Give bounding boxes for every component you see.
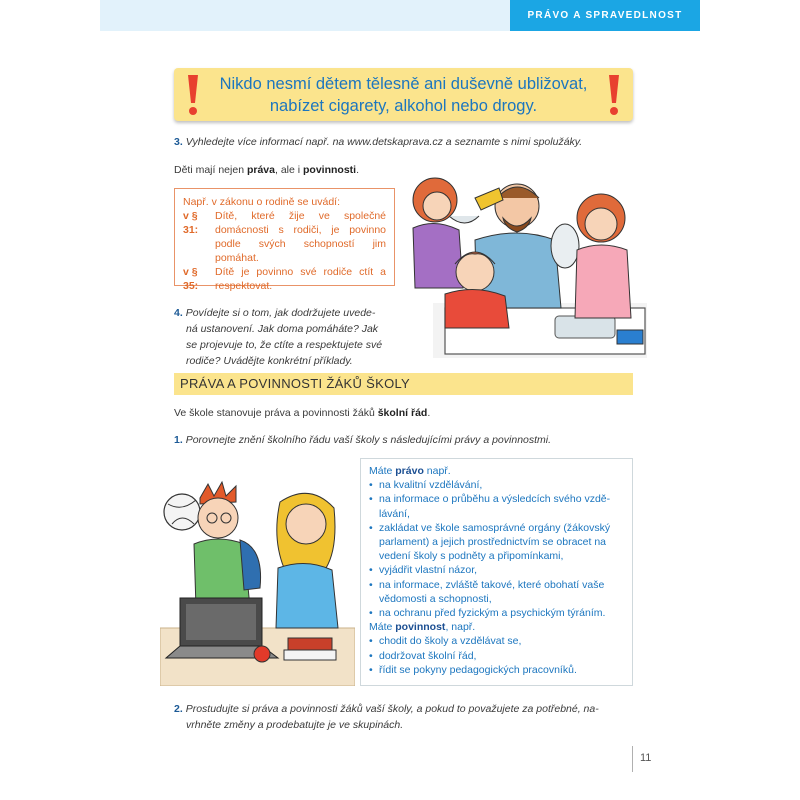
intro-part: . [427, 407, 431, 419]
list-item: • vyjádřit vlastní názor, [369, 563, 624, 577]
task-number: 1. [174, 434, 183, 446]
list-item: • na kvalitní vzdělávání, [369, 478, 624, 492]
task-line: rodiče? Uvádějte konkrétní příklady. [186, 355, 353, 367]
intro-part: . [356, 164, 360, 176]
law-section: v § 31: [183, 210, 199, 236]
heading-part: , např. [445, 621, 476, 634]
rights-duties-box [360, 458, 633, 686]
keyword-right: právo [395, 465, 424, 477]
school-intro [174, 405, 634, 421]
task-text: a seznamte s nimi spolužáky. [442, 136, 583, 148]
exclamation-icon [605, 73, 623, 117]
list-line: vedení školy s podněty a připomínkami, [379, 550, 564, 563]
task-1 [174, 432, 634, 448]
warning-text [214, 73, 593, 117]
law-item [183, 209, 386, 265]
list-item [369, 578, 624, 606]
footer-divider [632, 746, 633, 772]
list-line: na informace, zvláště takové, které obohatí vaše [379, 578, 605, 591]
warning-line-1: Nikdo nesmí dětem tělesně ani duševně ubližovat, [219, 75, 588, 93]
duties-list [369, 634, 624, 677]
heading-part: Máte [369, 465, 396, 477]
law-lead: Např. v zákonu o rodině se uvádí: [183, 196, 341, 208]
law-section: v § 35: [183, 266, 199, 292]
web-link[interactable]: www.detskaprava.cz [347, 136, 443, 148]
students-laptop-illustration [160, 478, 355, 686]
task-line: Povídejte si o tom, jak dodržujete uvede- [185, 307, 376, 319]
task-number: 3. [174, 136, 183, 148]
list-line: parlament) a jejich prostřednictvím se obracet na [379, 536, 607, 549]
warning-banner [174, 68, 633, 121]
heading-part: např. [423, 465, 451, 477]
list-item: • dodržovat školní řád, [369, 649, 624, 663]
law-quote-box [174, 188, 395, 292]
keyword-duty: povinnost [395, 621, 446, 634]
task-line: ná ustanovení. Jak doma pomáháte? Jak [186, 323, 379, 335]
rights-heading [369, 464, 624, 478]
list-item: • chodit do školy a vzdělávat se, [369, 634, 624, 648]
task-4 [174, 305, 406, 369]
duties-heading [369, 620, 624, 634]
keyword-duties: povinnosti [303, 164, 357, 176]
law-text: Dítě, které žije ve společné domácnosti s rodiči, je povinno podle svých schopností jim pomáhat. [215, 210, 386, 264]
task-number: 4. [174, 307, 183, 319]
family-dishwashing-illustration [405, 168, 647, 358]
rights-list [369, 478, 624, 620]
intro-part: Ve škole stanovuje práva a povinnosti žáků [174, 407, 378, 419]
keyword-rights: práva [246, 164, 275, 176]
task-text: Vyhledejte více informací např. na [185, 136, 348, 148]
task-2 [174, 701, 636, 733]
intro-part: , ale i [274, 164, 303, 176]
exclamation-icon [184, 73, 202, 117]
warning-line-2: nabízet cigarety, alkohol nebo drogy. [269, 97, 538, 115]
list-item [369, 492, 624, 520]
list-item [369, 521, 624, 564]
task-text: Porovnejte znění školního řádu vaší školy s následujícími právy a povinnostmi. [185, 434, 552, 446]
intro-part: Děti mají nejen [174, 164, 247, 176]
list-item: • řídit se pokyny pedagogických pracovníků. [369, 663, 624, 677]
heading-part: Máte [369, 621, 396, 634]
list-line: zakládat ve škole samosprávné orgány (žákovský [379, 521, 611, 534]
section-heading: PRÁVA A POVINNOSTI ŽÁKŮ ŠKOLY [174, 373, 633, 395]
intro-text [174, 162, 404, 178]
list-item: • na ochranu před fyzickým a psychickým týráním. [369, 606, 624, 620]
task-line: vrhněte změny a prodebatujte je ve skupinách. [186, 719, 404, 731]
task-line: se projevuje to, že ctíte a respektujete své [186, 339, 383, 351]
list-line: vědomosti a schopnosti, [379, 592, 492, 605]
list-line: lávání, [379, 507, 410, 520]
section-title-tab: PRÁVO A SPRAVEDLNOST [510, 0, 700, 31]
page-number: 11 [640, 752, 652, 764]
task-3 [174, 134, 634, 150]
task-line: Prostudujte si práva a povinnosti žáků vaší školy, a pokud to považujete za potřebné, na- [185, 703, 599, 715]
keyword-school-rules: školní řád [377, 407, 428, 419]
list-line: na informace o průběhu a výsledcích svého vzdě- [379, 493, 611, 506]
task-number: 2. [174, 703, 183, 715]
law-text: Dítě je povinno své rodiče ctít a respektovat. [215, 266, 386, 292]
law-item [183, 265, 386, 293]
